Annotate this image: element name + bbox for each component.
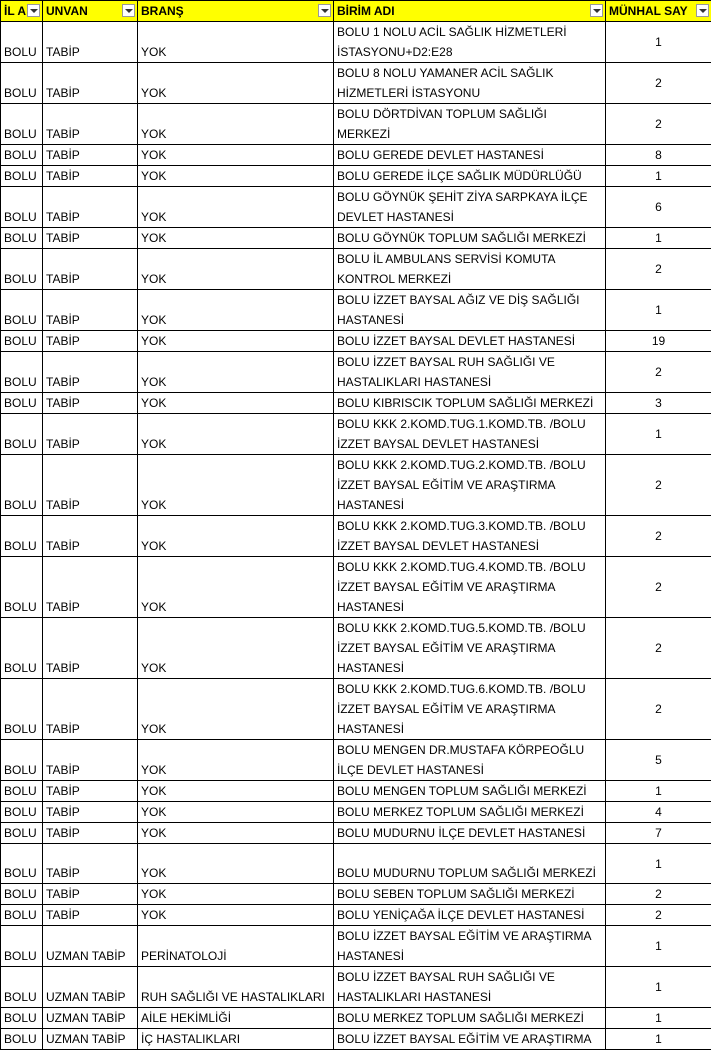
cell-munhal-sayi[interactable]: 2	[606, 618, 711, 679]
cell-unvan[interactable]: TABİP	[43, 740, 138, 781]
cell-brans[interactable]: YOK	[138, 228, 334, 249]
cell-birim[interactable]: BOLU GEREDE İLÇE SAĞLIK MÜDÜRLÜĞÜ	[334, 166, 606, 187]
table-row	[1, 331, 711, 352]
cell-unvan[interactable]: UZMAN TABİP	[43, 1029, 138, 1050]
cell-birim[interactable]: BOLU KKK 2.KOMD.TUG.3.KOMD.TB. /BOLU İZZET BAYSAL DEVLET HASTANESİ	[334, 516, 606, 557]
cell-birim[interactable]: BOLU KKK 2.KOMD.TUG.1.KOMD.TB. /BOLU İZZET BAYSAL DEVLET HASTANESİ	[334, 414, 606, 455]
cell-unvan[interactable]: UZMAN TABİP	[43, 926, 138, 967]
cell-brans[interactable]: YOK	[138, 249, 334, 290]
cell-brans[interactable]: YOK	[138, 781, 334, 802]
cell-il[interactable]: BOLU	[1, 352, 43, 393]
cell-il[interactable]: BOLU	[1, 781, 43, 802]
cell-il[interactable]: BOLU	[1, 740, 43, 781]
cell-il[interactable]: BOLU	[1, 926, 43, 967]
cell-brans[interactable]: AİLE HEKİMLİĞİ	[138, 1008, 334, 1029]
cell-brans[interactable]: YOK	[138, 618, 334, 679]
cell-brans[interactable]: İÇ HASTALIKLARI	[138, 1029, 334, 1050]
table-row	[1, 393, 711, 414]
table-row	[1, 618, 711, 679]
cell-il[interactable]: BOLU	[1, 63, 43, 104]
table-row	[1, 352, 711, 393]
filter-dropdown-icon[interactable]	[122, 4, 135, 17]
cell-munhal-sayi[interactable]: 4	[606, 802, 711, 823]
cell-birim[interactable]: BOLU 8 NOLU YAMANER ACİL SAĞLIK HİZMETLERİ İSTASYONU	[334, 63, 606, 104]
cell-birim[interactable]: BOLU MUDURNU İLÇE DEVLET HASTANESİ	[334, 823, 606, 844]
cell-birim[interactable]: BOLU İZZET BAYSAL RUH SAĞLIĞI VE HASTALIKLARI HASTANESİ	[334, 352, 606, 393]
cell-birim[interactable]: BOLU MUDURNU TOPLUM SAĞLIĞI MERKEZİ	[334, 844, 606, 884]
cell-unvan[interactable]: TABİP	[43, 884, 138, 905]
cell-il[interactable]: BOLU	[1, 884, 43, 905]
table-row	[1, 884, 711, 905]
cell-birim[interactable]: BOLU İZZET BAYSAL EĞİTİM VE ARAŞTIRMA HASTANESİ	[334, 926, 606, 967]
cell-il[interactable]: BOLU	[1, 1029, 43, 1050]
cell-unvan[interactable]: TABİP	[43, 331, 138, 352]
cell-munhal-sayi[interactable]: 2	[606, 679, 711, 740]
cell-unvan[interactable]: TABİP	[43, 352, 138, 393]
cell-unvan[interactable]: TABİP	[43, 187, 138, 228]
table-row	[1, 844, 711, 884]
cell-birim[interactable]: BOLU SEBEN TOPLUM SAĞLIĞI MERKEZİ	[334, 884, 606, 905]
cell-unvan[interactable]: TABİP	[43, 455, 138, 516]
cell-munhal-sayi[interactable]: 1	[606, 290, 711, 331]
cell-unvan[interactable]: UZMAN TABİP	[43, 967, 138, 1008]
cell-unvan[interactable]: TABİP	[43, 516, 138, 557]
cell-munhal-sayi[interactable]: 1	[606, 967, 711, 1008]
table-row	[1, 63, 711, 104]
cell-brans[interactable]: YOK	[138, 823, 334, 844]
cell-unvan[interactable]: TABİP	[43, 618, 138, 679]
cell-brans[interactable]: YOK	[138, 22, 334, 63]
cell-munhal-sayi[interactable]: 2	[606, 104, 711, 145]
cell-munhal-sayi[interactable]: 2	[606, 352, 711, 393]
cell-il[interactable]: BOLU	[1, 967, 43, 1008]
cell-brans[interactable]: YOK	[138, 104, 334, 145]
cell-birim[interactable]: BOLU KKK 2.KOMD.TUG.5.KOMD.TB. /BOLU İZZET BAYSAL EĞİTİM VE ARAŞTIRMA HASTANESİ	[334, 618, 606, 679]
cell-munhal-sayi[interactable]: 2	[606, 905, 711, 926]
cell-unvan[interactable]: TABİP	[43, 290, 138, 331]
cell-brans[interactable]: YOK	[138, 166, 334, 187]
table-row	[1, 187, 711, 228]
filter-dropdown-icon[interactable]	[590, 4, 603, 17]
cell-brans[interactable]: YOK	[138, 331, 334, 352]
table-row	[1, 802, 711, 823]
table-row	[1, 967, 711, 1008]
cell-il[interactable]: BOLU	[1, 228, 43, 249]
cell-birim[interactable]: BOLU GÖYNÜK ŞEHİT ZİYA SARPKAYA İLÇE DEVLET HASTANESİ	[334, 187, 606, 228]
table-row	[1, 740, 711, 781]
cell-birim[interactable]: BOLU İZZET BAYSAL EĞİTİM VE ARAŞTIRMA	[334, 1029, 606, 1050]
cell-munhal-sayi[interactable]: 2	[606, 63, 711, 104]
cell-brans[interactable]: YOK	[138, 679, 334, 740]
cell-munhal-sayi[interactable]: 1	[606, 414, 711, 455]
cell-brans[interactable]: YOK	[138, 844, 334, 884]
cell-birim[interactable]: BOLU İZZET BAYSAL RUH SAĞLIĞI VE HASTALIKLARI HASTANESİ	[334, 967, 606, 1008]
cell-unvan[interactable]: TABİP	[43, 823, 138, 844]
cell-munhal-sayi[interactable]: 2	[606, 249, 711, 290]
cell-il[interactable]: BOLU	[1, 249, 43, 290]
cell-il[interactable]: BOLU	[1, 679, 43, 740]
cell-munhal-sayi[interactable]: 1	[606, 166, 711, 187]
table-row	[1, 679, 711, 740]
table-row	[1, 166, 711, 187]
cell-il[interactable]: BOLU	[1, 618, 43, 679]
cell-il[interactable]: BOLU	[1, 290, 43, 331]
cell-birim[interactable]: BOLU İL AMBULANS SERVİSİ KOMUTA KONTROL MERKEZİ	[334, 249, 606, 290]
table-row	[1, 516, 711, 557]
cell-unvan[interactable]: TABİP	[43, 844, 138, 884]
table-row	[1, 228, 711, 249]
cell-brans[interactable]: YOK	[138, 740, 334, 781]
cell-birim[interactable]: BOLU GÖYNÜK TOPLUM SAĞLIĞI MERKEZİ	[334, 228, 606, 249]
cell-brans[interactable]: RUH SAĞLIĞI VE HASTALIKLARI	[138, 967, 334, 1008]
filter-dropdown-icon[interactable]	[696, 4, 709, 17]
cell-munhal-sayi[interactable]: 3	[606, 393, 711, 414]
column-header-unvan: UNVAN	[43, 1, 138, 22]
column-header-il: İL A	[1, 1, 43, 22]
cell-unvan[interactable]: TABİP	[43, 802, 138, 823]
cell-brans[interactable]: YOK	[138, 455, 334, 516]
cell-unvan[interactable]: TABİP	[43, 145, 138, 166]
cell-brans[interactable]: YOK	[138, 145, 334, 166]
cell-munhal-sayi[interactable]: 1	[606, 22, 711, 63]
cell-brans[interactable]: YOK	[138, 905, 334, 926]
header-row	[1, 1, 711, 22]
cell-il[interactable]: BOLU	[1, 331, 43, 352]
cell-munhal-sayi[interactable]: 8	[606, 145, 711, 166]
cell-munhal-sayi[interactable]: 1	[606, 1029, 711, 1050]
cell-il[interactable]: BOLU	[1, 145, 43, 166]
cell-il[interactable]: BOLU	[1, 166, 43, 187]
cell-unvan[interactable]: TABİP	[43, 166, 138, 187]
cell-unvan[interactable]: TABİP	[43, 679, 138, 740]
cell-il[interactable]: BOLU	[1, 187, 43, 228]
cell-brans[interactable]: YOK	[138, 516, 334, 557]
cell-birim[interactable]: BOLU MERKEZ TOPLUM SAĞLIĞI MERKEZİ	[334, 802, 606, 823]
cell-brans[interactable]: YOK	[138, 290, 334, 331]
cell-brans[interactable]: YOK	[138, 63, 334, 104]
cell-unvan[interactable]: UZMAN TABİP	[43, 1008, 138, 1029]
cell-brans[interactable]: YOK	[138, 393, 334, 414]
cell-il[interactable]: BOLU	[1, 455, 43, 516]
cell-birim[interactable]: BOLU KIBRISCIK TOPLUM SAĞLIĞI MERKEZİ	[334, 393, 606, 414]
cell-birim[interactable]: BOLU İZZET BAYSAL DEVLET HASTANESİ	[334, 331, 606, 352]
cell-il[interactable]: BOLU	[1, 516, 43, 557]
cell-il[interactable]: BOLU	[1, 905, 43, 926]
cell-brans[interactable]: YOK	[138, 187, 334, 228]
cell-birim[interactable]: BOLU DÖRTDİVAN TOPLUM SAĞLIĞI MERKEZİ	[334, 104, 606, 145]
table-row	[1, 145, 711, 166]
cell-il[interactable]: BOLU	[1, 393, 43, 414]
cell-munhal-sayi[interactable]: 19	[606, 331, 711, 352]
cell-unvan[interactable]: TABİP	[43, 104, 138, 145]
cell-birim[interactable]: BOLU KKK 2.KOMD.TUG.2.KOMD.TB. /BOLU İZZET BAYSAL EĞİTİM VE ARAŞTIRMA HASTANESİ	[334, 455, 606, 516]
column-header-birim: BİRİM ADI	[334, 1, 606, 22]
cell-munhal-sayi[interactable]: 1	[606, 844, 711, 884]
table-row	[1, 414, 711, 455]
cell-birim[interactable]: BOLU GEREDE DEVLET HASTANESİ	[334, 145, 606, 166]
cell-birim[interactable]: BOLU YENİÇAĞA İLÇE DEVLET HASTANESİ	[334, 905, 606, 926]
cell-birim[interactable]: BOLU İZZET BAYSAL AĞIZ VE DİŞ SAĞLIĞI HASTANESİ	[334, 290, 606, 331]
cell-birim[interactable]: BOLU MENGEN TOPLUM SAĞLIĞI MERKEZİ	[334, 781, 606, 802]
cell-brans[interactable]: YOK	[138, 352, 334, 393]
table-row	[1, 290, 711, 331]
column-header-munhal: MÜNHAL SAY	[606, 1, 711, 22]
cell-unvan[interactable]: TABİP	[43, 393, 138, 414]
table-row	[1, 1029, 711, 1050]
cell-munhal-sayi[interactable]: 7	[606, 823, 711, 844]
table-row	[1, 557, 711, 618]
table-row	[1, 249, 711, 290]
filter-dropdown-icon[interactable]	[318, 4, 331, 17]
cell-birim[interactable]: BOLU KKK 2.KOMD.TUG.6.KOMD.TB. /BOLU İZZET BAYSAL EĞİTİM VE ARAŞTIRMA HASTANESİ	[334, 679, 606, 740]
cell-il[interactable]: BOLU	[1, 104, 43, 145]
cell-il[interactable]: BOLU	[1, 414, 43, 455]
filter-dropdown-icon[interactable]	[27, 4, 40, 17]
cell-unvan[interactable]: TABİP	[43, 228, 138, 249]
column-header-brans: BRANŞ	[138, 1, 334, 22]
cell-il[interactable]: BOLU	[1, 22, 43, 63]
cell-brans[interactable]: PERİNATOLOJİ	[138, 926, 334, 967]
cell-unvan[interactable]: TABİP	[43, 414, 138, 455]
cell-il[interactable]: BOLU	[1, 802, 43, 823]
cell-birim[interactable]: BOLU KKK 2.KOMD.TUG.4.KOMD.TB. /BOLU İZZET BAYSAL EĞİTİM VE ARAŞTIRMA HASTANESİ	[334, 557, 606, 618]
cell-munhal-sayi[interactable]: 1	[606, 1008, 711, 1029]
cell-unvan[interactable]: TABİP	[43, 905, 138, 926]
cell-unvan[interactable]: TABİP	[43, 22, 138, 63]
cell-munhal-sayi[interactable]: 1	[606, 228, 711, 249]
table-row	[1, 905, 711, 926]
cell-il[interactable]: BOLU	[1, 557, 43, 618]
cell-unvan[interactable]: TABİP	[43, 249, 138, 290]
cell-munhal-sayi[interactable]: 5	[606, 740, 711, 781]
cell-il[interactable]: BOLU	[1, 844, 43, 884]
table-row	[1, 1008, 711, 1029]
cell-munhal-sayi[interactable]: 1	[606, 926, 711, 967]
table-row	[1, 104, 711, 145]
cell-brans[interactable]: YOK	[138, 557, 334, 618]
cell-brans[interactable]: YOK	[138, 802, 334, 823]
table-body	[1, 22, 711, 1050]
cell-brans[interactable]: YOK	[138, 414, 334, 455]
cell-munhal-sayi[interactable]: 6	[606, 187, 711, 228]
cell-brans[interactable]: YOK	[138, 884, 334, 905]
cell-munhal-sayi[interactable]: 2	[606, 455, 711, 516]
table-row	[1, 926, 711, 967]
cell-munhal-sayi[interactable]: 2	[606, 884, 711, 905]
table-row	[1, 781, 711, 802]
cell-il[interactable]: BOLU	[1, 823, 43, 844]
cell-birim[interactable]: BOLU MENGEN DR.MUSTAFA KÖRPEOĞLU İLÇE DEVLET HASTANESİ	[334, 740, 606, 781]
cell-munhal-sayi[interactable]: 2	[606, 557, 711, 618]
cell-munhal-sayi[interactable]: 1	[606, 781, 711, 802]
table-row	[1, 823, 711, 844]
cell-unvan[interactable]: TABİP	[43, 781, 138, 802]
cell-birim[interactable]: BOLU 1 NOLU ACİL SAĞLIK HİZMETLERİ İSTASYONU+D2:E28	[334, 22, 606, 63]
cell-munhal-sayi[interactable]: 2	[606, 516, 711, 557]
table-row	[1, 455, 711, 516]
cell-il[interactable]: BOLU	[1, 1008, 43, 1029]
table-row	[1, 22, 711, 63]
cell-unvan[interactable]: TABİP	[43, 557, 138, 618]
cell-unvan[interactable]: TABİP	[43, 63, 138, 104]
cell-birim[interactable]: BOLU MERKEZ TOPLUM SAĞLIĞI MERKEZİ	[334, 1008, 606, 1029]
